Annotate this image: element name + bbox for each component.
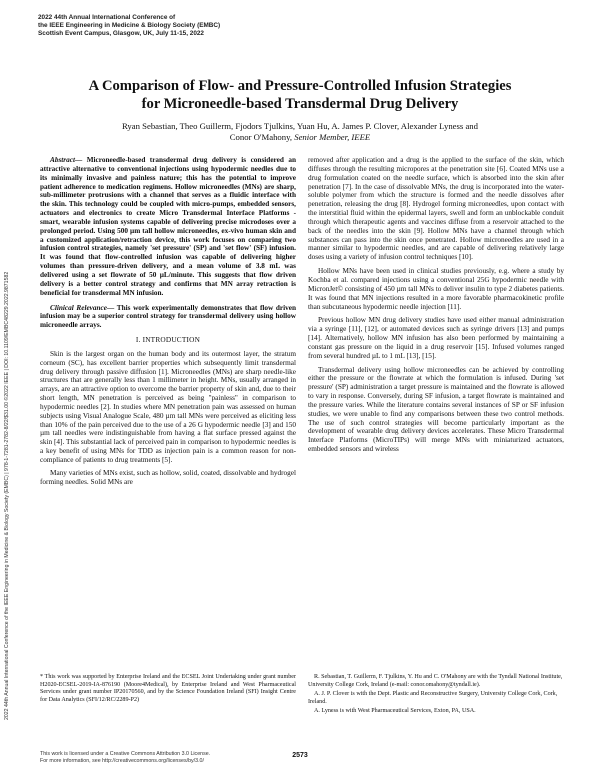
abstract-label: Abstract— [50, 156, 83, 164]
page-number: 2573 [292, 752, 308, 759]
conference-line-1: 2022 44th Annual International Conference of [38, 14, 176, 21]
abstract-text: Microneedle-based transdermal drug delivery is considered an attractive alternative to conventional injections using hypodermic needles due to its minimally invasive and painless nature; this has the potential to improve patient adherence to medication regimens. Hollow microneedles (MNs) are sharp, sub-millimeter protrusions with a channel that serves as a fluidic interface with the skin. This technology could be coupled with micro-pumps, embedded sensors, actuators and electronics to create Micro Transdermal Interface Platforms - smart, wearable infusion systems capable of delivering precise microdoses over a prolonged period. Using 500 µm tall hollow microneedles, ex-vivo human skin and a customized application/retraction device, this work focuses on comparing two infusion control strategies, namely 'set pressure' (SP) and 'set flow' (SF) infusion. It was found that flow-controlled infusion was capable of delivering higher volumes than pressure-driven delivery, and a mean volume of 3.8 mL was delivered using a set flowrate of 50 µL/minute. This suggests that flow driven delivery is a better control strategy and confirms that MN array retraction is beneficial for transdermal MN infusion. [40, 156, 296, 297]
title-line-1: A Comparison of Flow- and Pressure-Controlled Infusion Strategies [88, 78, 512, 94]
side-identifier-text: 2022 44th Annual International Conference of the IEEE Engineering in Medicine & Biology Society (EMBC) | 978-1-7281-2782-8/22/$31.00 ©2022 IEEE | DOI: 10.1109/EMBC48229.2022.9871582 [4, 271, 10, 720]
right-paragraph-1: removed after application and a drug is the applied to the surface of the skin, which diffuses through the resulting micropores at the penetration site [6]. Coated MNs use a drug formulation coated on the needle surface, which is absorbed into the skin after penetration [7]. In the case of dissolvable MNs, the drug is incorporated into the water-soluble polymer from which the structure is formed and the needle dissolves after penetration, releasing the drug [8]. Hydrogel forming microneedles, upon contact with the interstitial fluid within the epidermal layers, swell and form an unblockable conduit through which therapeutic agents and vaccines diffuse from a reservoir attached to the back of the needles into the skin [9]. Hollow MNs have a channel through which substances can pass into the skin once penetrated. Hollow microneedles are used in a manner similar to hypodermic needles, and are capable of delivering relatively large doses using a variety of infusion control techniques [10]. [308, 156, 564, 262]
conference-line-2: the IEEE Engineering in Medicine & Biology Society (EMBC) [38, 22, 221, 30]
right-paragraph-4: Transdermal delivery using hollow microneedles can be achieved by controlling either the pressure or the flowrate at which the formulation is infused. During 'set pressure' (SP) administration a target pressure is maintained and the flowrate is allowed to vary in response. Conversely, during SF infusion, a target flowrate is maintained and the pressure varies. While the literature contains several instances of SP or SF infusion studies, we were unable to find any comparisons between these two control methods. The use of such control strategies will become particularly important as the development of wearable drug delivery devices accelerates. These Micro Transdermal Interface Platforms (MicroTIPs) will merge MNs with miniaturized actuators, embedded sensors and wireless [308, 365, 564, 454]
affiliation-note-3: A. Lyness is with West Pharmaceutical Services, Exton, PA, USA. [314, 707, 476, 714]
clinical-label: Clinical Relevance— [50, 303, 115, 312]
authors-line-1: Ryan Sebastian, Theo Guillerm, Fjodors Tjulkins, Yuan Hu, A. James P. Clover, Alexander Lyness and [121, 121, 478, 131]
clinical-relevance [40, 304, 296, 331]
license-line-2: For more information, see http://creativecommons.org/licenses/by/3.0/ [40, 758, 204, 764]
side-identifier-strip [2, 80, 12, 720]
conference-header [38, 14, 338, 39]
section-heading-introduction: I. INTRODUCTION [135, 335, 201, 345]
intro-paragraph-1: Skin is the largest organ on the human body and its outermost layer, the stratum corneum (SC), has excellent barrier properties which subsequently limit transdermal drug delivery through passive diffusion [1]. Microneedles (MNs) are sharp needle-like structures that are generally less than 1 millimeter in height. MNs, usually arranged in arrays, are an attractive option to overcome the barrier property of skin and, due to their short length, MN penetration is perceived as being "painless" in comparison to hypodermic needles [2]. In studies where MN penetration pain was assessed on human subjects using Visual Analogue Scale, 480 µm tall MNs were perceived as eliciting less than 10% of the pain perceived due to the use of a 26 G hypodermic needle [3] and 150 µm tall needles were indistinguishable from having a flat surface pressed against the skin [4]. This substantial lack of perceived pain in comparison to hypodermic needles is a key benefit of using MNs for TDD as injection pain is a common reason for non-compliance of patients to drug treatments [5]. [40, 349, 296, 464]
right-column [308, 156, 564, 459]
affiliation-footnotes [308, 674, 564, 717]
license-line-1: This work is licensed under a Creative Commons Attribution 3.0 License. [40, 751, 211, 757]
right-paragraph-3: Previous hollow MN drug delivery studies have used either manual administration via a syringe [11], [12], or automated devices such as syringe drivers [13] and pumps [14]. Alternatively, hollow MN infusion has also been performed by maintaining a constant gas pressure on the liquid in a drug reservoir [15]. Infused volumes ranged from several hundred µL to 1 mL [13], [15]. [308, 316, 564, 360]
affiliation-note-2: A. J. P. Clover is with the Dept. Plastic and Reconstructive Surgery, University College Cork, Cork, Ireland. [308, 690, 558, 705]
intro-paragraph-2: Many varieties of MNs exist, such as hollow, solid, coated, dissolvable and hydrogel forming needles. Solid MNs are [40, 468, 296, 486]
funding-footnote: * This work was supported by Enterprise Ireland and the ECSEL Joint Undertaking under grant number H2020-ECSEL-2019-IA-876190 (Moore4Medical), by Enterprise Ireland and West Pharmaceutical Services under grant number IP20170560, and by the Science Foundation Ireland (SFI) Insight Centre for Data Analytics (SFI/12/RC/2289-P2) [40, 674, 296, 704]
affiliation-note-1: R. Sebastian, T. Guillerm, F. Tjulkins, Y. Hu and C. O'Mahony are with the Tyndall National Institute, University College Cork, Ireland (e-mail: conor.omahony@tyndall.ie). [308, 674, 563, 688]
left-column [40, 156, 296, 491]
abstract [40, 156, 296, 298]
title-line-2: for Microneedle-based Transdermal Drug Delivery [141, 96, 459, 112]
authors-line-2-names: Conor O'Mahony, [229, 132, 293, 142]
author-list [60, 121, 540, 143]
right-paragraph-2: Hollow MNs have been used in clinical studies previously, e.g. where a study by Kochba et al. compared injections using a conventional 25G hypodermic needle with MicronJet© consisting of 450 µm tall MNs to deliver insulin to type 2 diabetes patients. It was found that MN injections resulted in a more favorable pharmacokinetic profile than subcutaneous hypodermic needle injection [11]. [308, 267, 564, 311]
authors-line-2 [60, 132, 540, 143]
conference-line-3: Scottish Event Campus, Glasgow, UK, July 11-15, 2022 [38, 30, 204, 38]
paper-title [40, 77, 560, 113]
clinical-text: This work experimentally demonstrates that flow driven infusion may be a superior control strategy for transdermal delivery using hollow microneedle arrays. [40, 303, 297, 330]
author-role: Senior Member, IEEE [294, 132, 371, 142]
